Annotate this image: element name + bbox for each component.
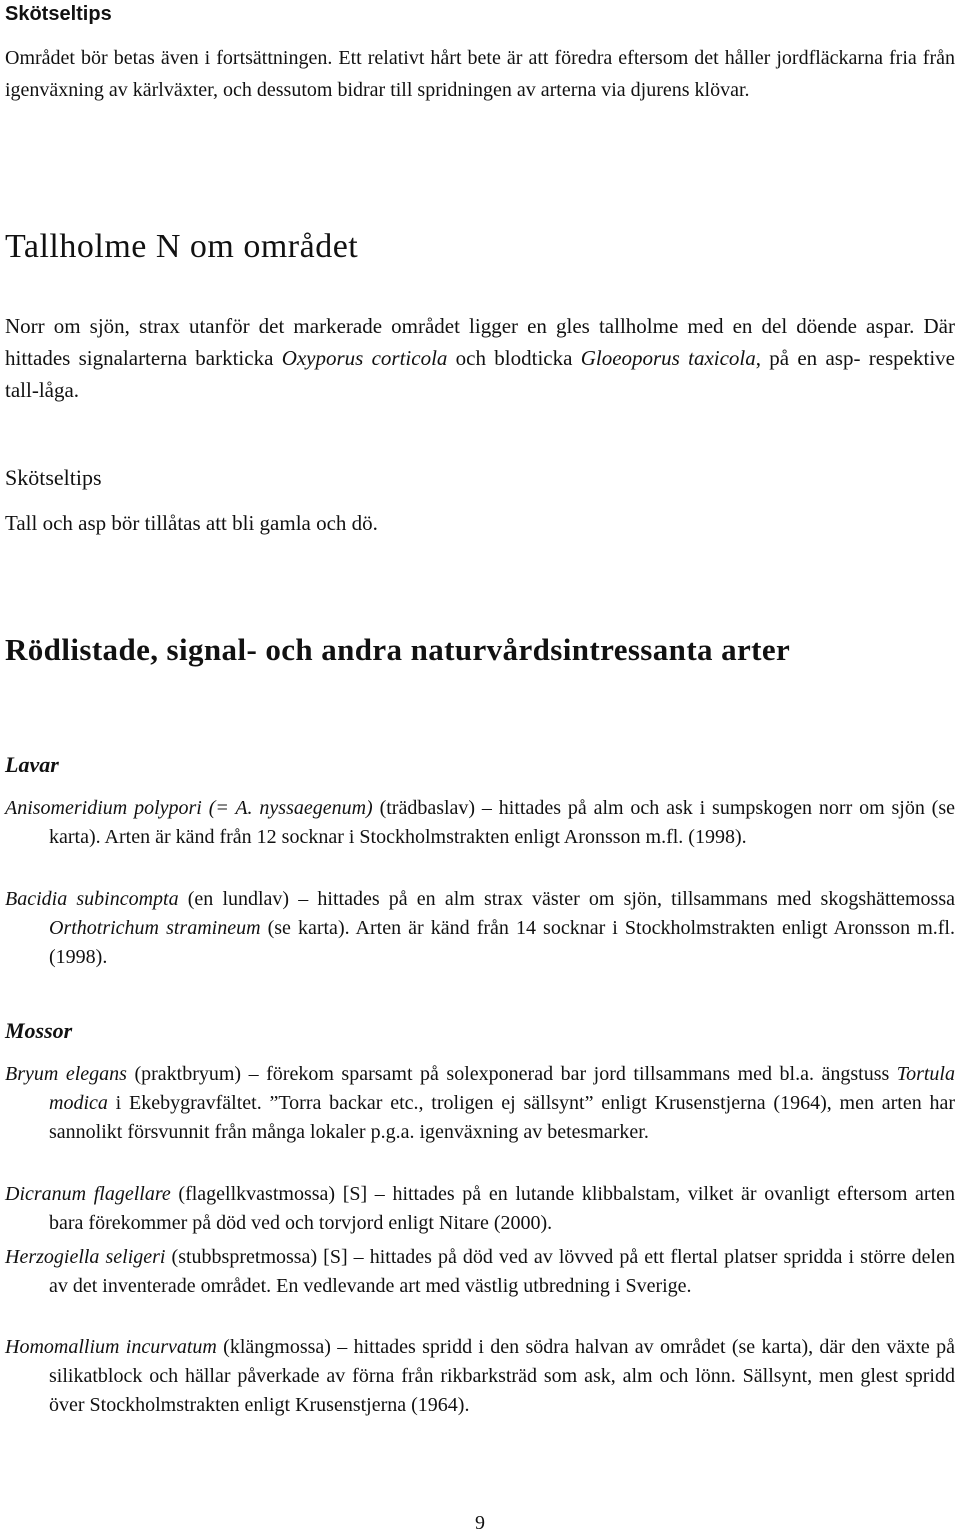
text-span: (flagellkvastmossa) [S] – hittades på en lutande klibbalstam, vilket är ovanligt eftersom arten bara förekommer på död ved och torvjord enligt Nitare (2000). [49,1183,955,1234]
species-entry-herzogiella [5,1243,955,1301]
text-span: (trädbaslav) – hittades på alm och ask i sumpskogen norr om sjön (se karta). Arten är känd från 12 socknar i Stockholmstrakten enligt Aronsson m.fl. (1998). [49,797,955,848]
species-name: Dicranum flagellare [5,1183,171,1205]
text-span: (en lundlav) – hittades på en alm strax väster om sjön, tillsammans med skogshättemossa [178,888,955,910]
text-span: (stubbspretmossa) [S] – hittades på död ved av lövved på ett flertal platser spridda i större delen av det inventerade området. En vedlevande art med västlig utbredning i Sverige. [49,1246,955,1297]
species-entry-dicranum [5,1180,955,1238]
species-entry-homomallium [5,1333,955,1420]
species-name: Orthotrichum stramineum [49,917,261,939]
species-entry-anisomeridium [5,794,955,852]
species-name: Gloeoporus taxicola [580,346,756,370]
species-name: Bacidia subincompta [5,888,179,910]
species-name: Anisomeridium polypori (= A. nyssaegenum) [5,797,373,819]
section-heading-rodlistade: Rödlistade, signal- och andra naturvårdsintressanta arter [5,632,791,667]
text-span: , på en asp- respektive tall-låga. [5,346,955,402]
text-span: Norr om sjön, strax utanför det markerade området ligger en gles tallholme med en del döende aspar. Där hittades signalarterna barkticka [5,314,955,370]
text-span: i Ekebygravfältet. ”Torra backar etc., troligen ej sällsynt” enligt Krusenstjerna (1964), men arten har sannolikt försvunnit från många lokaler p.g.a. igenväxning av betesmarker. [49,1092,955,1143]
species-entry-bryum [5,1060,955,1147]
species-name: Tortula modica [49,1063,955,1114]
section-heading-skotseltips-1: Skötseltips [5,3,112,25]
paragraph-tallholme [5,310,955,406]
species-entry-bacidia [5,885,955,972]
paragraph-skotseltips-2: Tall och asp bör tillåtas att bli gamla och dö. [5,511,378,535]
page-number: 9 [475,1512,485,1534]
species-name: Homomallium incurvatum [5,1336,217,1358]
section-heading-tallholme: Tallholme N om området [5,228,359,265]
subheading-lavar: Lavar [5,752,59,777]
subheading-mossor: Mossor [5,1018,73,1043]
species-name: Oxyporus corticola [281,346,448,370]
text-span: (klängmossa) – hittades spridd i den södra halvan av området (se karta), där den växte på silikatblock och hällar påverkade av förna från rikbarksträd som ask, alm och lönn. Sällsynt, men glest spridd över Stockholmstrakten enligt Krusenstjerna (1964). [49,1336,955,1416]
paragraph-skotseltips-1: Området bör betas även i fortsättningen. Ett relativt hårt bete är att föredra eftersom det håller jordfläckarna fria från igenväxning av kärlväxter, och dessutom bidrar till spridningen av arterna via djurens klövar. [5,47,955,101]
species-name: Bryum elegans [5,1063,127,1085]
species-name: Herzogiella seligeri [5,1246,166,1268]
text-span: (se karta). Arten är känd från 14 socknar i Stockholmstrakten enligt Aronsson m.fl. (1998). [49,917,955,968]
section-heading-skotseltips-2: Skötseltips [5,465,102,490]
text-span: (praktbryum) – förekom sparsamt på solexponerad bar jord tillsammans med bl.a. ängstuss [126,1063,897,1085]
text-span: och blodticka [447,346,581,370]
